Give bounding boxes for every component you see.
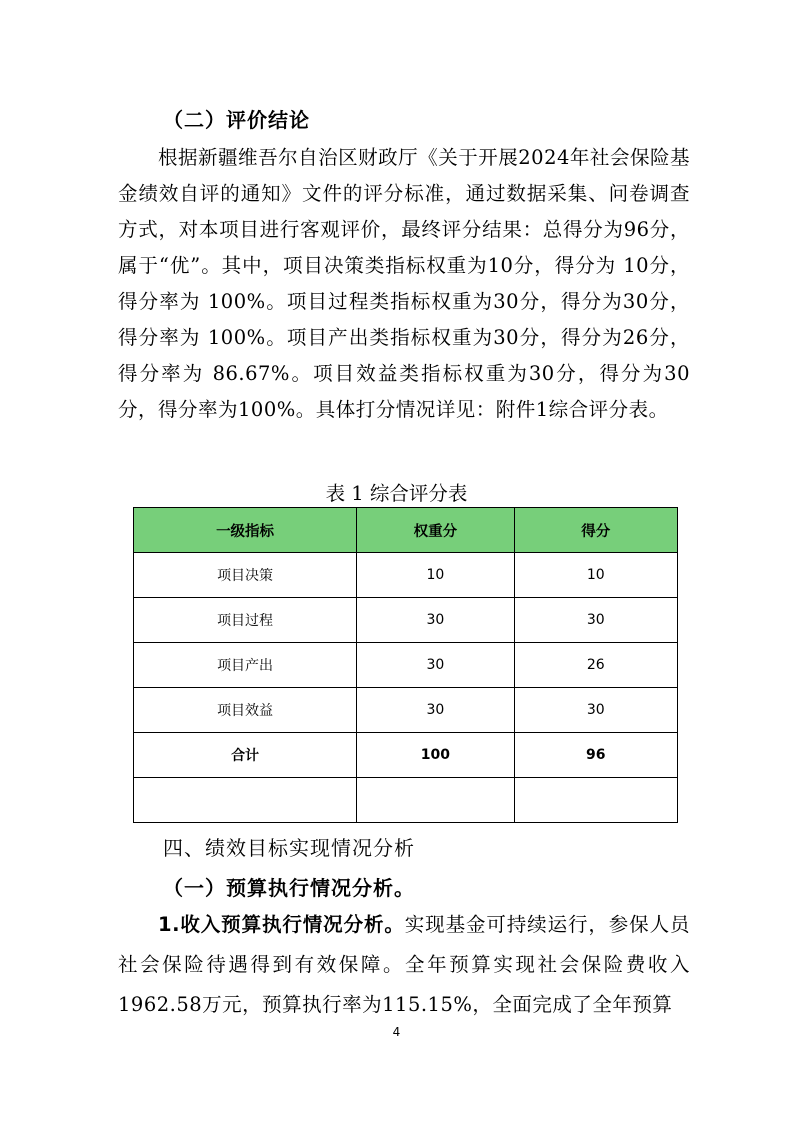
section-heading-evaluation-conclusion: （二）评价结论 — [163, 108, 310, 132]
section-heading-goal-analysis: 四、绩效目标实现情况分析 — [163, 836, 415, 860]
table-row — [134, 553, 678, 598]
table-row — [134, 688, 678, 733]
cell-indicator: 项目效益 — [134, 688, 357, 733]
cell-weight: 30 — [357, 598, 514, 643]
cell-indicator: 项目决策 — [134, 553, 357, 598]
table-total-row — [134, 733, 678, 778]
cell-weight: 30 — [357, 688, 514, 733]
total-weight: 100 — [357, 733, 514, 778]
subsection-heading-budget-execution: （一）预算执行情况分析。 — [163, 876, 415, 900]
empty-cell — [514, 778, 677, 823]
cell-score: 10 — [514, 553, 677, 598]
total-score: 96 — [514, 733, 677, 778]
table-row — [134, 643, 678, 688]
page-number: 4 — [392, 1025, 401, 1039]
conclusion-paragraph: 根据新疆维吾尔自治区财政厅《关于开展2024年社会保险基金绩效自评的通知》文件的评分标准，通过数据采集、问卷调查方式，对本项目进行客观评价，最终评分结果：总得分为96分，属于“优”。其中，项目决策类指标权重为10分，得分为 10分，得分率为 100%。项目过程类指标权重为30分，得分为30分，得分率为 100%。项目产出类指标权重为30分，得分为26分，得分率为 86.67%。项目效益类指标权重为30分，得分为30分，得分率为100%。具体打分情况详见：附件1综合评分表。 — [118, 146, 690, 421]
income-paragraph — [118, 905, 690, 1025]
score-table — [133, 507, 678, 823]
header-indicator: 一级指标 — [134, 508, 357, 553]
cell-weight: 30 — [357, 643, 514, 688]
empty-cell — [357, 778, 514, 823]
header-weight: 权重分 — [357, 508, 514, 553]
total-label: 合计 — [134, 733, 357, 778]
header-score: 得分 — [514, 508, 677, 553]
table-caption: 表 1 综合评分表 — [325, 482, 468, 505]
income-lead: 1.收入预算执行情况分析。 — [158, 913, 405, 936]
table-empty-row — [134, 778, 678, 823]
cell-score: 26 — [514, 643, 677, 688]
cell-score: 30 — [514, 598, 677, 643]
cell-indicator: 项目产出 — [134, 643, 357, 688]
cell-weight: 10 — [357, 553, 514, 598]
cell-indicator: 项目过程 — [134, 598, 357, 643]
empty-cell — [134, 778, 357, 823]
table-row — [134, 598, 678, 643]
income-text: 实现基金可持续运行，参保人员社会保险待遇得到有效保障。全年预算实现社会保险费收入1962.58万元，预算执行率为115.15%，全面完成了全年预算 — [118, 913, 690, 1016]
cell-score: 30 — [514, 688, 677, 733]
table-header-row — [134, 508, 678, 553]
